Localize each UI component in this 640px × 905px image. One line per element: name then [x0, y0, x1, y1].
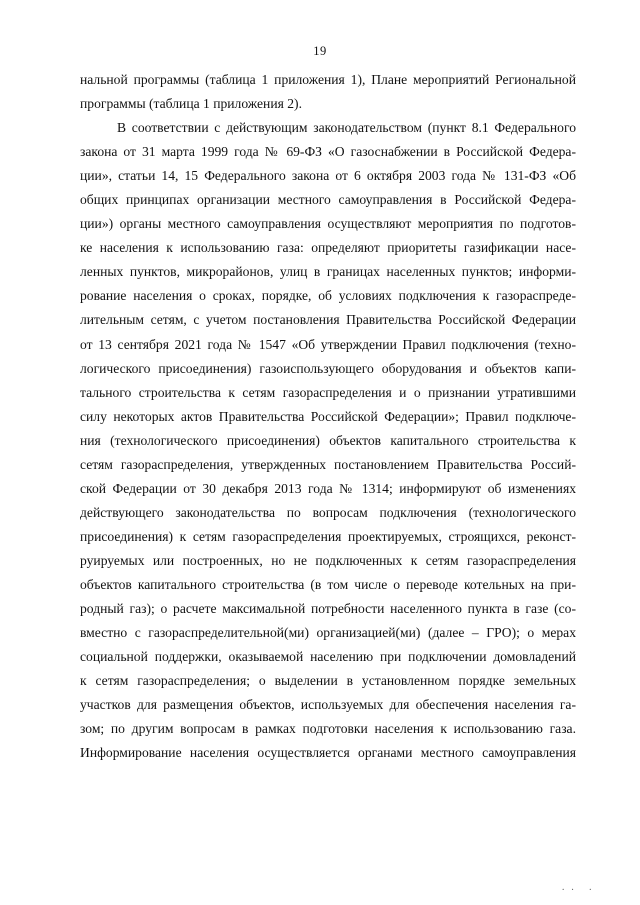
text-line: ции», статьи 14, 15 Федерального закона от 6 октября 2003 года № 131-ФЗ «Об: [80, 168, 576, 184]
text-line: логического присоединения) газоиспользующего оборудования и объектов капи-: [80, 360, 576, 376]
text-line: ленных пунктов, микрорайонов, улиц в границах населенных пунктов; информи-: [80, 264, 576, 280]
text-line: от 13 сентября 2021 года № 1547 «Об утверждении Правил подключения (техно-: [80, 336, 576, 352]
text-line: В соответствии с действующим законодательством (пункт 8.1 Федерального: [117, 120, 576, 136]
text-line: лительным сетям, с учетом постановления Правительства Российской Федерации: [80, 312, 576, 328]
text-line: действующего законодательства по вопросам подключения (технологического: [80, 504, 576, 520]
text-line: зом; по другим вопросам в рамках подготовки населения к использованию газа.: [80, 721, 576, 737]
text-line: закона от 31 марта 1999 года № 69-ФЗ «О газоснабжении в Российской Федера-: [80, 144, 576, 160]
body-text: [80, 68, 576, 765]
text-line: сетям газораспределения, утвержденных постановлением Правительства Россий-: [80, 456, 576, 472]
text-line: силу некоторых актов Правительства Российской Федерации»; Правил подключе-: [80, 408, 576, 424]
text-line: тального строительства к сетям газораспределения и о признании утратившими: [80, 384, 576, 400]
text-line: ции») органы местного самоуправления осуществляют мероприятия по подготов-: [80, 216, 576, 232]
text-line: общих принципах организации местного самоуправления в Российской Федера-: [80, 192, 576, 208]
text-line: программы (таблица 1 приложения 2).: [80, 96, 302, 112]
text-line: руируемых или построенных, но не подключенных к сетям газораспределения: [80, 552, 576, 568]
scan-marks: ·· ·: [561, 885, 598, 896]
text-line: ке населения к использованию газа: определяют приоритеты газификации насе-: [80, 240, 576, 256]
text-line: социальной поддержки, оказываемой населению при подключении домовладений: [80, 649, 576, 665]
text-line: участков для размещения объектов, используемых для обеспечения населения га-: [80, 697, 576, 713]
text-line: ния (технологического присоединения) объектов капитального строительства к: [80, 432, 576, 448]
text-line: нальной программы (таблица 1 приложения 1), Плане мероприятий Региональной: [80, 72, 576, 87]
text-line: к сетям газораспределения; о выделении в установленном порядке земельных: [80, 673, 576, 689]
text-line: родный газ); о расчете максимальной потребности населенного пункта в газе (со-: [80, 601, 576, 617]
text-line: объектов капитального строительства (в том числе о переводе котельных на при-: [80, 576, 576, 592]
text-line: вместно с газораспределительной(ми) организацией(ми) (далее – ГРО); о мерах: [80, 625, 576, 641]
text-line: ской Федерации от 30 декабря 2013 года № 1314; информируют об изменениях: [80, 480, 576, 496]
text-line: Информирование населения осуществляется органами местного самоуправления: [80, 745, 576, 761]
text-line: рование населения о сроках, порядке, об условиях подключения к газораспреде-: [80, 288, 576, 304]
text-line: присоединения) к сетям газораспределения проектируемых, строящихся, реконст-: [80, 528, 576, 544]
page-number: 19: [313, 44, 327, 58]
